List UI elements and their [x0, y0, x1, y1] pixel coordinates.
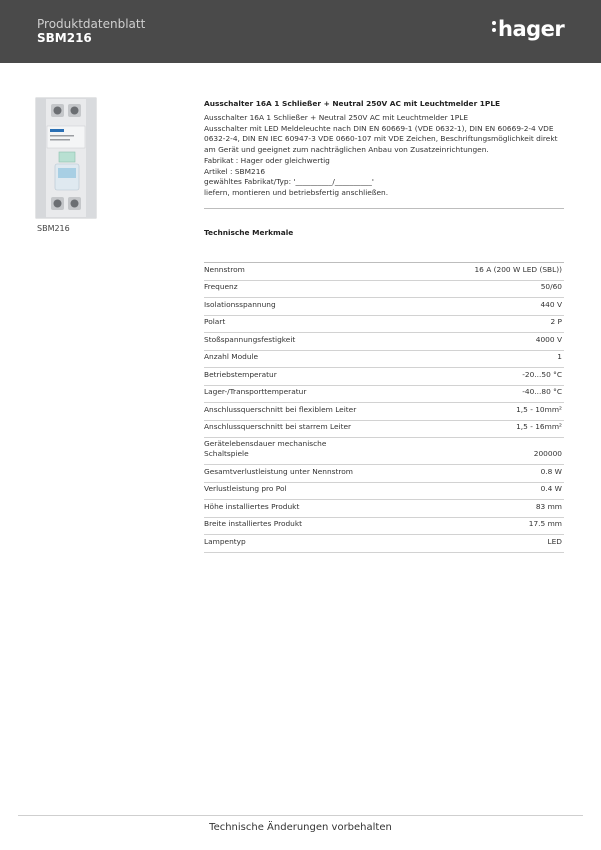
spec-label: Isolationsspannung [204, 300, 276, 309]
spec-row [204, 421, 564, 438]
product-title: Ausschalter 16A 1 Schließer + Neutral 250V AC mit Leuchtmelder 1PLE [204, 99, 501, 108]
spec-row [204, 368, 564, 386]
spec-label: Stoßspannungsfestigkeit [204, 335, 296, 344]
spec-label: Nennstrom [204, 265, 245, 274]
spec-label: Gerätelebensdauer mechanische Schaltspiele [204, 439, 327, 458]
spec-row [204, 281, 564, 298]
spec-value: 4000 V [535, 335, 562, 344]
document-type: Produktdatenblatt [37, 17, 146, 31]
spec-value: 440 V [540, 300, 562, 309]
document-code: SBM216 [37, 31, 92, 45]
spec-value: -40...80 °C [522, 387, 562, 396]
spec-value: 16 A (200 W LED (SBL)) [474, 265, 562, 274]
description-line: Ausschalter mit LED Meldeleuchte nach DIN EN 60669-1 (VDE 0632-1), DIN EN 60669-2-4 VDE [204, 123, 554, 133]
spec-label: Lampentyp [204, 537, 246, 546]
spec-label: Anzahl Module [204, 352, 259, 361]
spec-row [204, 483, 564, 500]
spec-value: 200000 [533, 449, 562, 458]
header-bar [0, 0, 601, 63]
section-divider [204, 208, 564, 209]
spec-label: Verlustleistung pro Pol [204, 484, 287, 493]
spec-label: Polart [204, 317, 226, 326]
description-line: liefern, montieren und betriebsfertig anschließen. [204, 187, 389, 197]
specs-title: Technische Merkmale [204, 228, 294, 237]
spec-value: LED [547, 537, 562, 546]
spec-label: Gesamtverlustleistung unter Nennstrom [204, 467, 353, 476]
product-description [204, 113, 564, 199]
spec-label: Frequenz [204, 282, 238, 291]
spec-row [204, 500, 564, 518]
spec-label: Betriebstemperatur [204, 370, 277, 379]
spec-row [204, 333, 564, 351]
footer-divider [18, 815, 583, 816]
hager-logo [492, 17, 564, 41]
spec-value: 50/60 [540, 282, 562, 291]
spec-label: Höhe installiertes Produkt [204, 502, 300, 511]
description-line: am Gerät und geeignet zum nachträglichen Anbau von Zusatzeinrichtungen. [204, 145, 489, 155]
description-line: 0632-2-4, DIN EN IEC 60947-3 VDE 0660-107 mit VDE Zeichen, Beschriftungsmöglichkeit direkt [204, 134, 558, 144]
spec-label: Anschlussquerschnitt bei flexiblem Leiter [204, 405, 357, 414]
description-line: Ausschalter 16A 1 Schließer + Neutral 250V AC mit Leuchtmelder 1PLE [204, 113, 468, 122]
product-image-caption: SBM216 [37, 224, 70, 233]
spec-value: 17.5 mm [528, 519, 562, 528]
spec-row [204, 518, 564, 535]
description-line: Artikel : SBM216 [204, 166, 266, 176]
spec-row [204, 316, 564, 333]
spec-label: Breite installiertes Produkt [204, 519, 303, 528]
spec-row [204, 438, 564, 465]
spec-row [204, 298, 564, 316]
spec-value: 1 [557, 352, 562, 361]
spec-row [204, 386, 564, 403]
spec-label: Lager-/Transporttemperatur [204, 387, 307, 396]
logo-dots-icon [492, 21, 496, 34]
spec-value: 1,5 - 16mm² [516, 422, 562, 431]
product-image [33, 96, 99, 220]
logo-text: hager [498, 17, 565, 41]
description-line: gewähltes Fabrikat/Typ: '__________/__________' [204, 177, 374, 187]
spec-value: 1,5 - 10mm² [516, 405, 562, 414]
spec-row [204, 263, 564, 281]
spec-value: 2 P [550, 317, 562, 326]
spec-value: 0.8 W [540, 467, 562, 476]
description-line: Fabrikat : Hager oder gleichwertig [204, 155, 330, 165]
spec-value: 0.4 W [540, 484, 562, 493]
spec-row [204, 535, 564, 553]
spec-row [204, 465, 564, 483]
specs-table [204, 262, 564, 553]
spec-value: -20...50 °C [522, 370, 562, 379]
spec-row [204, 351, 564, 368]
footer-note: Technische Änderungen vorbehalten [209, 822, 392, 833]
spec-row [204, 403, 564, 421]
spec-value: 83 mm [535, 502, 562, 511]
spec-label: Anschlussquerschnitt bei starrem Leiter [204, 422, 352, 431]
